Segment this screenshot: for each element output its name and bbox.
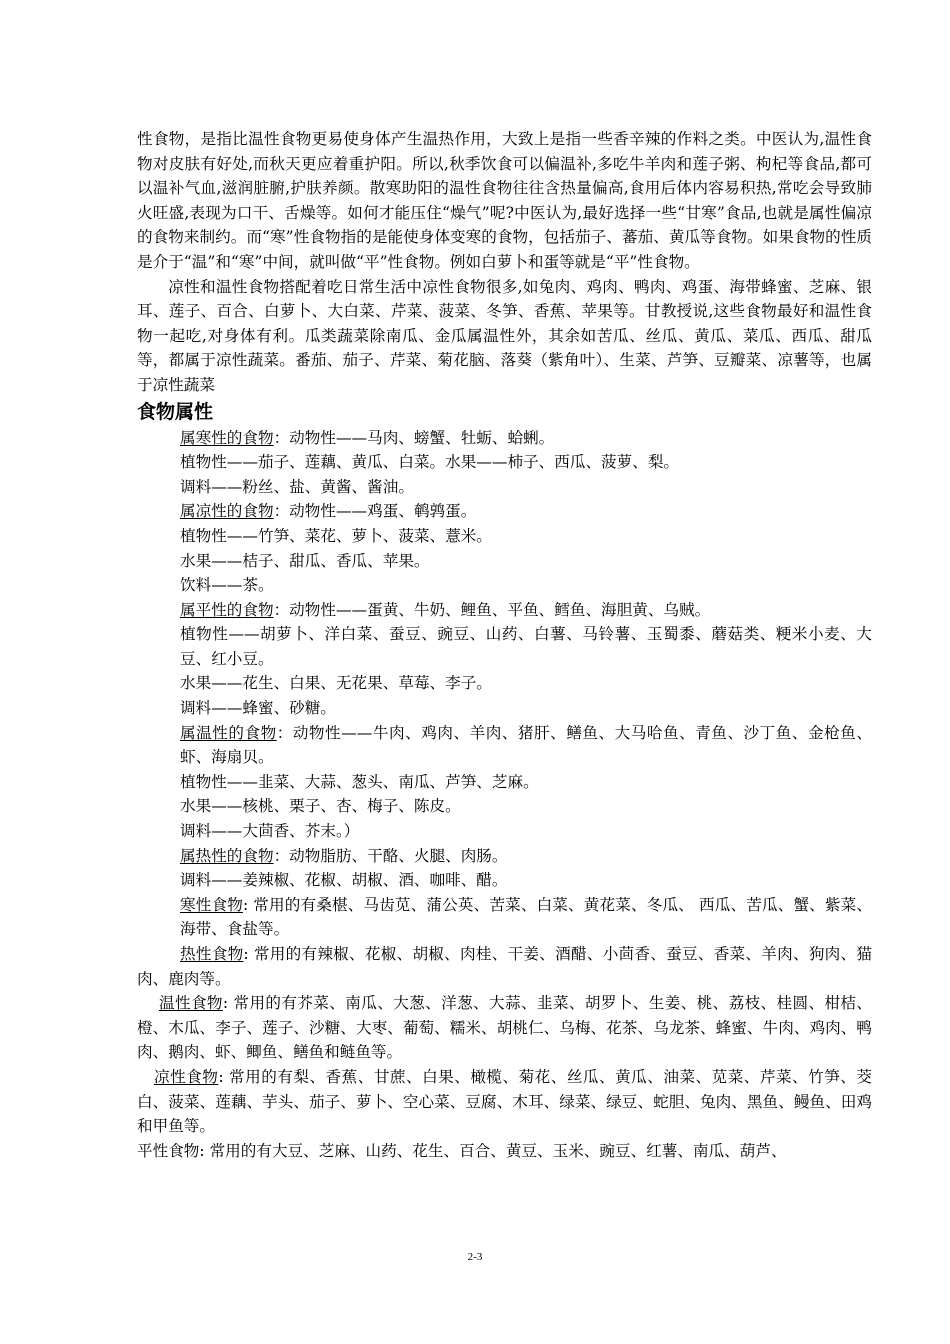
neutral-foods-plant: 植物性——胡萝卜、洋白菜、蚕豆、豌豆、山药、白薯、马铃薯、玉蜀黍、蘑菇类、粳米小麦、大豆、红小豆。 (180, 625, 872, 668)
warm-list-text: : 常用的有芥菜、南瓜、大葱、洋葱、大蒜、韭菜、胡罗卜、生姜、桃、荔枝、桂圆、柑桔、橙、木瓜、李子、莲子、沙糖、大枣、葡萄、糯米、胡桃仁、乌梅、花茶、乌龙茶、蜂蜜、牛肉、鸡肉、鸭肉、鹅肉、虾、鲫鱼、鳝鱼和鲢鱼等。 (137, 994, 872, 1062)
hot-foods-seasoning: 调料——姜辣椒、花椒、胡椒、酒、咖啡、醋。 (180, 871, 508, 890)
cool-list-text: : 常用的有梨、香蕉、甘蔗、白果、橄榄、菊花、丝瓜、黄瓜、油菜、苋菜、芹菜、竹笋、茭白、菠菜、莲藕、芋头、茄子、萝卜、空心菜、豆腐、木耳、绿菜、绿豆、蛇胆、兔肉、黑鱼、鳗鱼、田鸡和甲鱼等。 (137, 1067, 872, 1136)
hot-foods-label: 属热性的食物 (180, 846, 274, 865)
warm-foods-fruit: 水果——核桃、栗子、杏、梅子、陈皮。 (180, 797, 461, 816)
warm-foods-label: 属温性的食物 (180, 723, 277, 742)
neutral-foods-line (137, 598, 872, 623)
warm-foods-animal: ：动物性——牛肉、鸡肉、羊肉、猪肝、鳝鱼、大马哈鱼、青鱼、沙丁鱼、金枪鱼、虾、海扇贝。 (180, 723, 872, 767)
section-title: 食物属性 (137, 400, 214, 423)
warm-foods-plant: 植物性——韭菜、大蒜、葱头、南瓜、芦笋、芝麻。 (180, 772, 539, 791)
hot-list-text: : 常用的有辣椒、花椒、胡椒、肉桂、干姜、酒醋、小茴香、蚕豆、香菜、羊肉、狗肉、猫肉、鹿肉等。 (137, 945, 872, 988)
neutral-foods-label: 属平性的食物 (180, 600, 274, 619)
cold-list-text: : 常用的有桑椹、马齿苋、蒲公英、苦菜、白菜、黄花菜、冬瓜、 西瓜、苦瓜、蟹、紫菜、海带、食盐等。 (180, 895, 872, 939)
cold-list-label: 寒性食物 (180, 895, 243, 914)
intro-paragraph-2: 凉性和温性食物搭配着吃日常生活中凉性食物很多,如兔肉、鸡肉、鸭肉、鸡蛋、海带蜂蜜、芝麻、银耳、莲子、百合、白萝卜、大白菜、芹菜、菠菜、冬笋、香蕉、苹果等。甘教授说,这些食物最好和温性食物一起吃,对身体有利。瓜类蔬菜除南瓜、金瓜属温性外，其余如苦瓜、丝瓜、黄瓜、菜瓜、西瓜、甜瓜等，都属于凉性蔬菜。番茄、茄子、芹菜、菊花脑、落葵（紫角叶）、生菜、芦笋、豆瓣菜、凉薯等，也属于凉性蔬菜 (137, 277, 872, 394)
cool-foods-line (137, 499, 872, 524)
neutral-list-paragraph: 平性食物: 常用的有大豆、芝麻、山药、花生、百合、黄豆、玉米、豌豆、红薯、南瓜、葫芦、 (137, 1141, 787, 1160)
cool-foods-drink: 饮料——茶。 (180, 576, 274, 595)
warm-foods-seasoning: 调料——大茴香、芥末。） (180, 822, 360, 841)
neutral-foods-seasoning: 调料——蜂蜜、砂糖。 (180, 699, 336, 718)
hot-foods-line (137, 844, 872, 869)
hot-list-paragraph (137, 942, 872, 991)
cold-foods-label: 属寒性的食物 (180, 428, 274, 447)
neutral-foods-animal: ：动物性——蛋黄、牛奶、鲤鱼、平鱼、鳕鱼、海胆黄、乌贼。 (273, 600, 711, 619)
cool-list-paragraph (137, 1065, 872, 1139)
cool-foods-fruit: 水果——桔子、甜瓜、香瓜、苹果。 (180, 551, 430, 570)
cool-list-label: 凉性食物 (154, 1067, 219, 1086)
cold-foods-seasoning: 调料——粉丝、盐、黄酱、酱油。 (180, 477, 414, 496)
cold-foods-animal: ：动物性——马肉、螃蟹、牡蛎、蛤蜊。 (273, 428, 555, 447)
warm-list-paragraph (137, 991, 872, 1065)
hot-foods-animal: ：动物脂肪、干酪、火腿、肉肠。 (273, 846, 508, 865)
cold-foods-line (137, 426, 872, 451)
cool-foods-plant: 植物性——竹笋、菜花、萝卜、菠菜、薏米。 (180, 526, 492, 545)
cool-foods-animal: ：动物性——鸡蛋、鹌鹑蛋。 (273, 502, 477, 521)
cold-foods-plant: 植物性——茄子、莲藕、黄瓜、白菜。水果——柿子、西瓜、菠萝、梨。 (180, 453, 680, 472)
neutral-foods-fruit: 水果——花生、白果、无花果、草莓、李子。 (180, 674, 492, 693)
cool-foods-label: 属凉性的食物 (180, 502, 274, 521)
hot-list-label: 热性食物 (180, 945, 244, 963)
page-number: 2-3 (467, 1251, 483, 1263)
warm-list-label: 温性食物 (159, 994, 223, 1013)
document-body (137, 127, 872, 1163)
intro-paragraph-1: 性食物，是指比温性食物更易使身体产生温热作用，大致上是指一些香辛辣的作料之类。中医认为,温性食物对皮肤有好处,而秋天更应着重护阳。所以,秋季饮食可以偏温补,多吃牛羊肉和莲子粥、枸杞等食品,都可以温补气血,滋润脏腑,护肤养颜。散寒助阳的温性食物往往含热量偏高,食用后体内容易积热,常吃会导致肺火旺盛,表现为口干、舌燥等。如何才能压住“燥气”呢?中医认为,最好选择一些“甘寒”食品,也就是属性偏凉的食物来制约。而“寒”性食物指的是能使身体变寒的食物，包括茄子、蕃茄、黄瓜等食物。如果食物的性质是介于“温”和“寒”中间，就叫做“平”性食物。例如白萝卜和蛋等就是“平”性食物。 (137, 130, 872, 271)
cold-list-paragraph (137, 893, 872, 942)
warm-foods-line (137, 721, 872, 770)
